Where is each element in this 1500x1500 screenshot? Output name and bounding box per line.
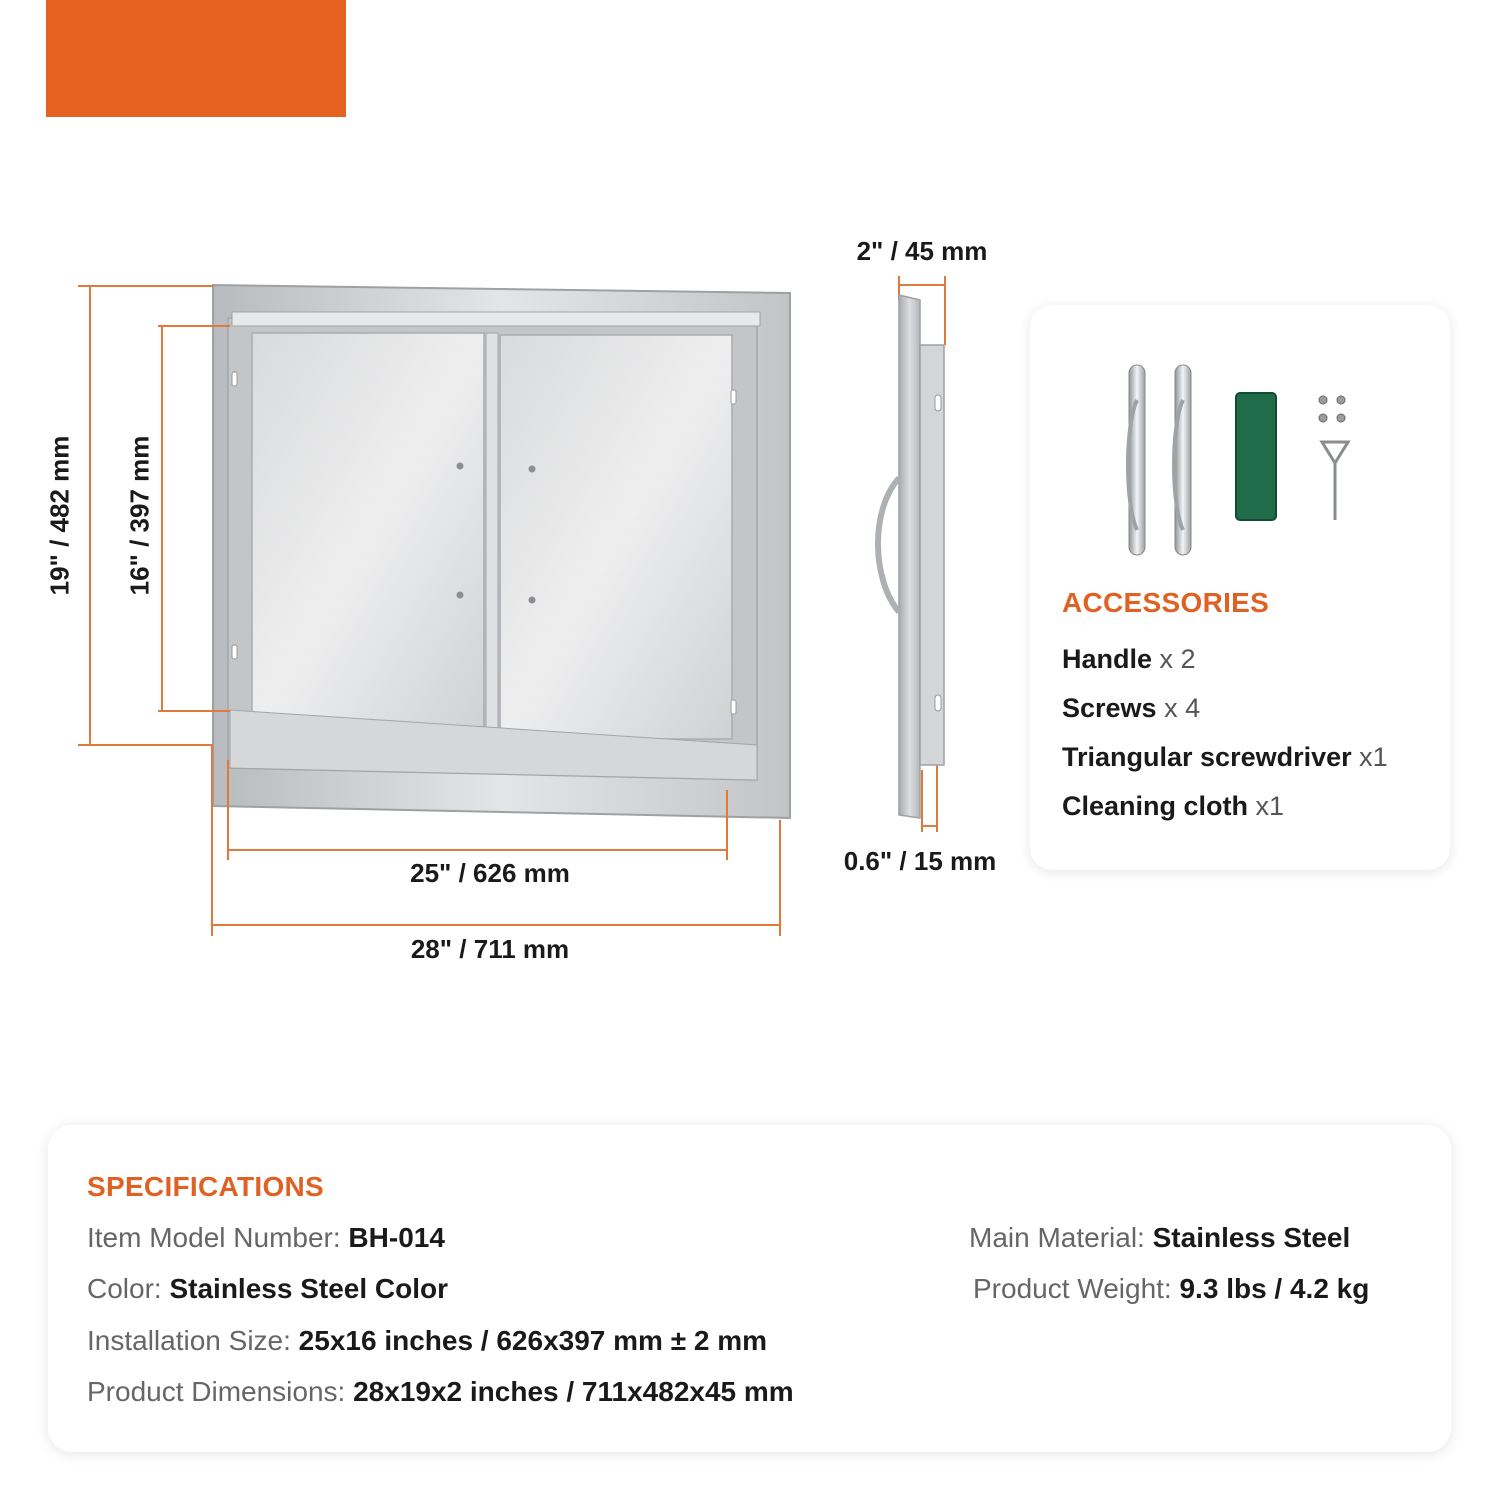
handle-icon xyxy=(1128,365,1145,555)
list-item: Cleaning cloth x1 xyxy=(1062,791,1285,821)
triangular-screwdriver-icon xyxy=(1322,442,1348,520)
door-top-rail xyxy=(232,312,760,326)
specifications-card xyxy=(48,1125,1451,1452)
door-center-seam xyxy=(486,333,498,739)
spec-product-dimensions: Product Dimensions: 28x19x2 inches / 711x482x45 mm xyxy=(87,1376,794,1407)
accessories-list xyxy=(1062,635,1388,831)
accessories-illustration xyxy=(1030,305,1450,575)
outer-height-label: 19" / 482 mm xyxy=(44,435,75,596)
list-item: Triangular screwdriver x1 xyxy=(1062,742,1388,772)
list-item: Screws x 4 xyxy=(1062,693,1201,723)
specifications-title: SPECIFICATIONS xyxy=(87,1171,325,1202)
cleaning-cloth-icon xyxy=(1236,393,1276,520)
depth-bottom-label: 0.6" / 15 mm xyxy=(843,846,997,876)
spec-model-number: Item Model Number: BH-014 xyxy=(87,1222,445,1253)
outer-width-label: 28" / 711 mm xyxy=(410,934,570,964)
handle-icon xyxy=(1174,365,1191,555)
accessories-card xyxy=(1030,305,1450,870)
screws-icon xyxy=(1319,396,1345,422)
accessories-title: ACCESSORIES xyxy=(1062,587,1270,618)
list-item: Handle x 2 xyxy=(1062,644,1196,674)
spec-main-material: Main Material: Stainless Steel xyxy=(969,1222,1351,1253)
depth-top-label: 2" / 45 mm xyxy=(856,236,988,266)
spec-color: Color: Stainless Steel Color xyxy=(87,1273,449,1304)
spec-installation-size: Installation Size: 25x16 inches / 626x397 mm ± 2 mm xyxy=(87,1325,768,1356)
door-side-view xyxy=(878,295,944,818)
left-door-panel xyxy=(252,333,484,733)
inner-height-label: 16" / 397 mm xyxy=(124,435,155,596)
spec-product-weight: Product Weight: 9.3 lbs / 4.2 kg xyxy=(973,1273,1370,1304)
right-door-panel xyxy=(500,335,732,739)
inner-width-label: 25" / 626 mm xyxy=(410,858,570,888)
